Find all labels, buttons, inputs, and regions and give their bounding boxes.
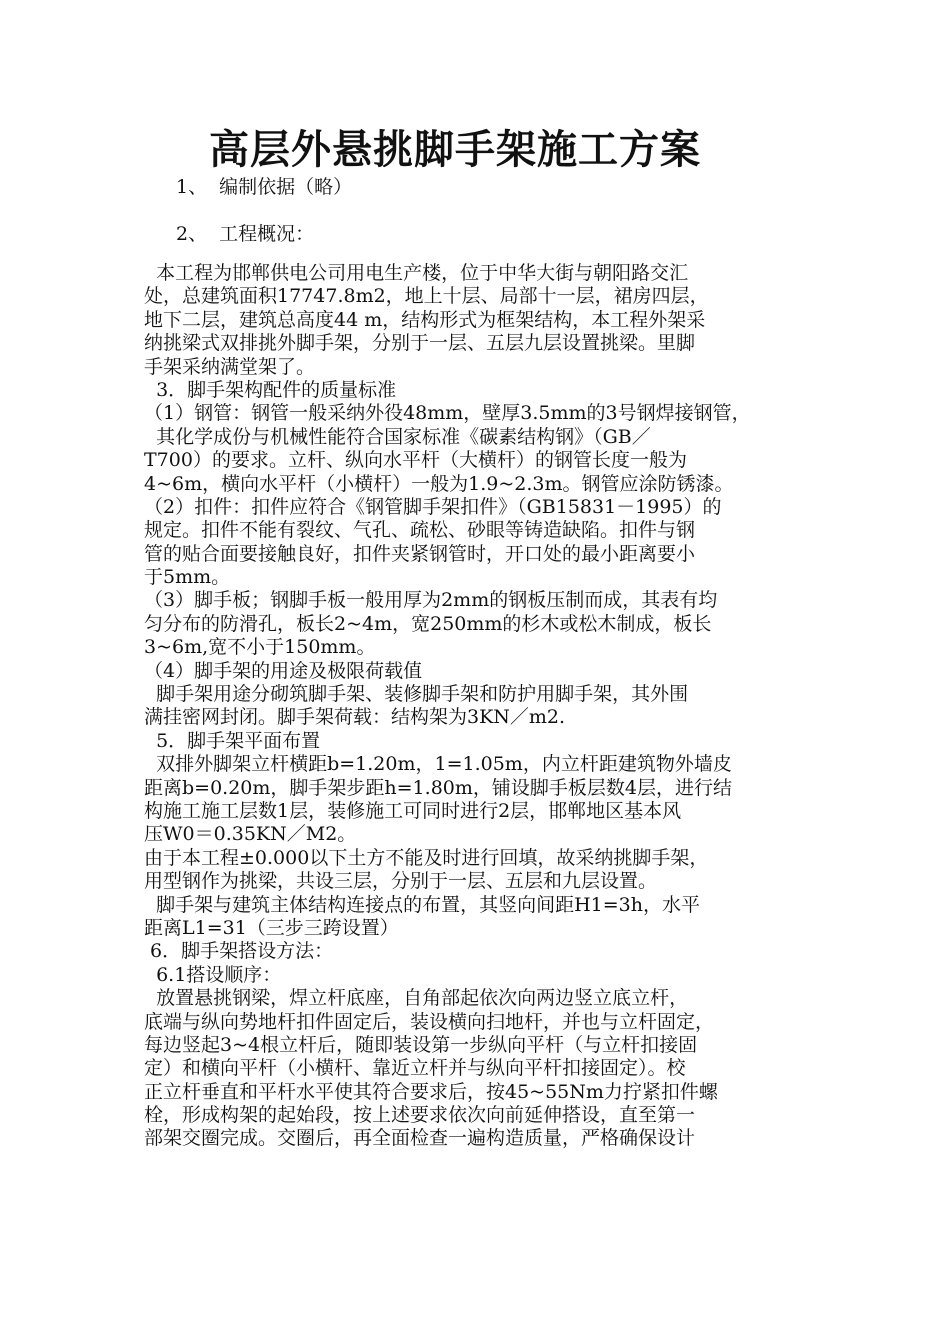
- text-line: 放置悬挑钢梁，焊立杆底座，自角部起依次向两边竖立底立杆，: [144, 987, 689, 1010]
- text-line: 用型钢作为挑梁，共设三层，分别于一层、五层和九层设置。: [144, 870, 658, 893]
- text-line: 距离L1=31（三步三跨设置）: [144, 916, 399, 939]
- text-line: 由于本工程±0.000以下土方不能及时进行回填，故采纳挑脚手架，: [144, 846, 709, 869]
- text-line: 地下二层，建筑总高度44 m，结构形式为框架结构，本工程外架采: [144, 308, 706, 331]
- text-line: 6.1搭设顺序：: [144, 963, 282, 986]
- text-line: 双排外脚架立杆横距b=1.20m，1=1.05m，内立杆距建筑物外墙皮: [144, 753, 732, 776]
- document-title: 高层外悬挑脚手架施工方案: [209, 126, 701, 173]
- text-line: 定）和横向平杆（小横杆、靠近立杆并与纵向平杆扣接固定）。校: [144, 1057, 686, 1080]
- text-line: 满挂密网封闭。脚手架荷载：结构架为3KN／m2.: [144, 706, 566, 729]
- section-heading-overview: 2、 工程概况：: [176, 223, 315, 245]
- text-line: 部架交圈完成。交圈后，再全面检查一遍构造质量，严格确保设计: [144, 1127, 696, 1150]
- text-line: T700）的要求。立杆、纵向水平杆（大横杆）的钢管长度一般为: [144, 449, 687, 472]
- text-line: 栓，形成构架的起始段，按上述要求依次向前延伸搭设，直至第一: [144, 1104, 696, 1127]
- section-heading-basis: 1、 编制依据（略）: [176, 176, 353, 198]
- text-line: 其化学成份与机械性能符合国家标准《碳素结构钢》（GB／: [144, 425, 651, 448]
- text-line: 距离b=0.20m，脚手架步距h=1.80m，铺设脚手板层数4层，进行结: [144, 776, 732, 799]
- text-line: 脚手架用途分砌筑脚手架、装修脚手架和防护用脚手架，其外围: [144, 683, 689, 706]
- text-line: （1）钢管：钢管一般采纳外役48mm，壁厚3.5mm的3号钢焊接钢管，: [144, 402, 751, 425]
- text-line: 3．脚手架构配件的质量标准: [144, 378, 397, 401]
- text-line: 规定。扣件不能有裂纹、气孔、疏松、砂眼等铸造缺陷。扣件与钢: [144, 519, 696, 542]
- text-line: （2）扣件：扣件应符合《钢管脚手架扣件》（GB15831－1995）的: [144, 495, 722, 518]
- text-line: 匀分布的防滑孔，板长2~4m，宽250mm的杉木或松木制成，板长: [144, 612, 712, 635]
- text-line: 每边竖起3~4根立杆后，随即装设第一步纵向平杆（与立杆扣接固: [144, 1033, 698, 1056]
- text-line: （4）脚手架的用途及极限荷载值: [144, 659, 423, 682]
- text-line: 5．脚手架平面布置: [144, 729, 321, 752]
- text-line: 底端与纵向势地杆扣件固定后，装设横向扫地杆，并也与立杆固定，: [144, 1010, 715, 1033]
- text-line: （3）脚手板；钢脚手板一般用厚为2mm的钢板压制而成，其表有均: [144, 589, 718, 612]
- text-line: 6．脚手架搭设方法：: [144, 940, 334, 963]
- text-line: 管的贴合面要接触良好，扣件夹紧钢管时，开口处的最小距离要小: [144, 542, 696, 565]
- text-line: 处，总建筑面积17747.8m2，地上十层、局部十一层，裙房四层，: [144, 285, 709, 308]
- text-line: 3~6m,宽不小于150mm。: [144, 636, 376, 659]
- text-line: 手架采纳满堂架了。: [144, 355, 316, 378]
- text-line: 纳挑梁式双排挑外脚手架，分别于一层、五层九层设置挑梁。里脚: [144, 332, 696, 355]
- text-line: 脚手架与建筑主体结构连接点的布置，其竖向间距H1=3h，水平: [144, 893, 700, 916]
- document-body: [144, 262, 804, 1151]
- text-line: 于5mm。: [144, 566, 231, 589]
- text-line: 正立杆垂直和平杆水平使其符合要求后，按45~55Nm力拧紧扣件螺: [144, 1080, 718, 1103]
- text-line: 压W0＝0.35KN／M2。: [144, 823, 357, 846]
- text-line: 4~6m，横向水平杆（小横杆）一般为1.9~2.3m。钢管应涂防锈漆。: [144, 472, 734, 495]
- text-line: 构施工施工层数1层，装修施工可同时进行2层，邯郸地区基本风: [144, 799, 682, 822]
- text-line: 本工程为邯郸供电公司用电生产楼，位于中华大街与朝阳路交汇: [144, 262, 689, 284]
